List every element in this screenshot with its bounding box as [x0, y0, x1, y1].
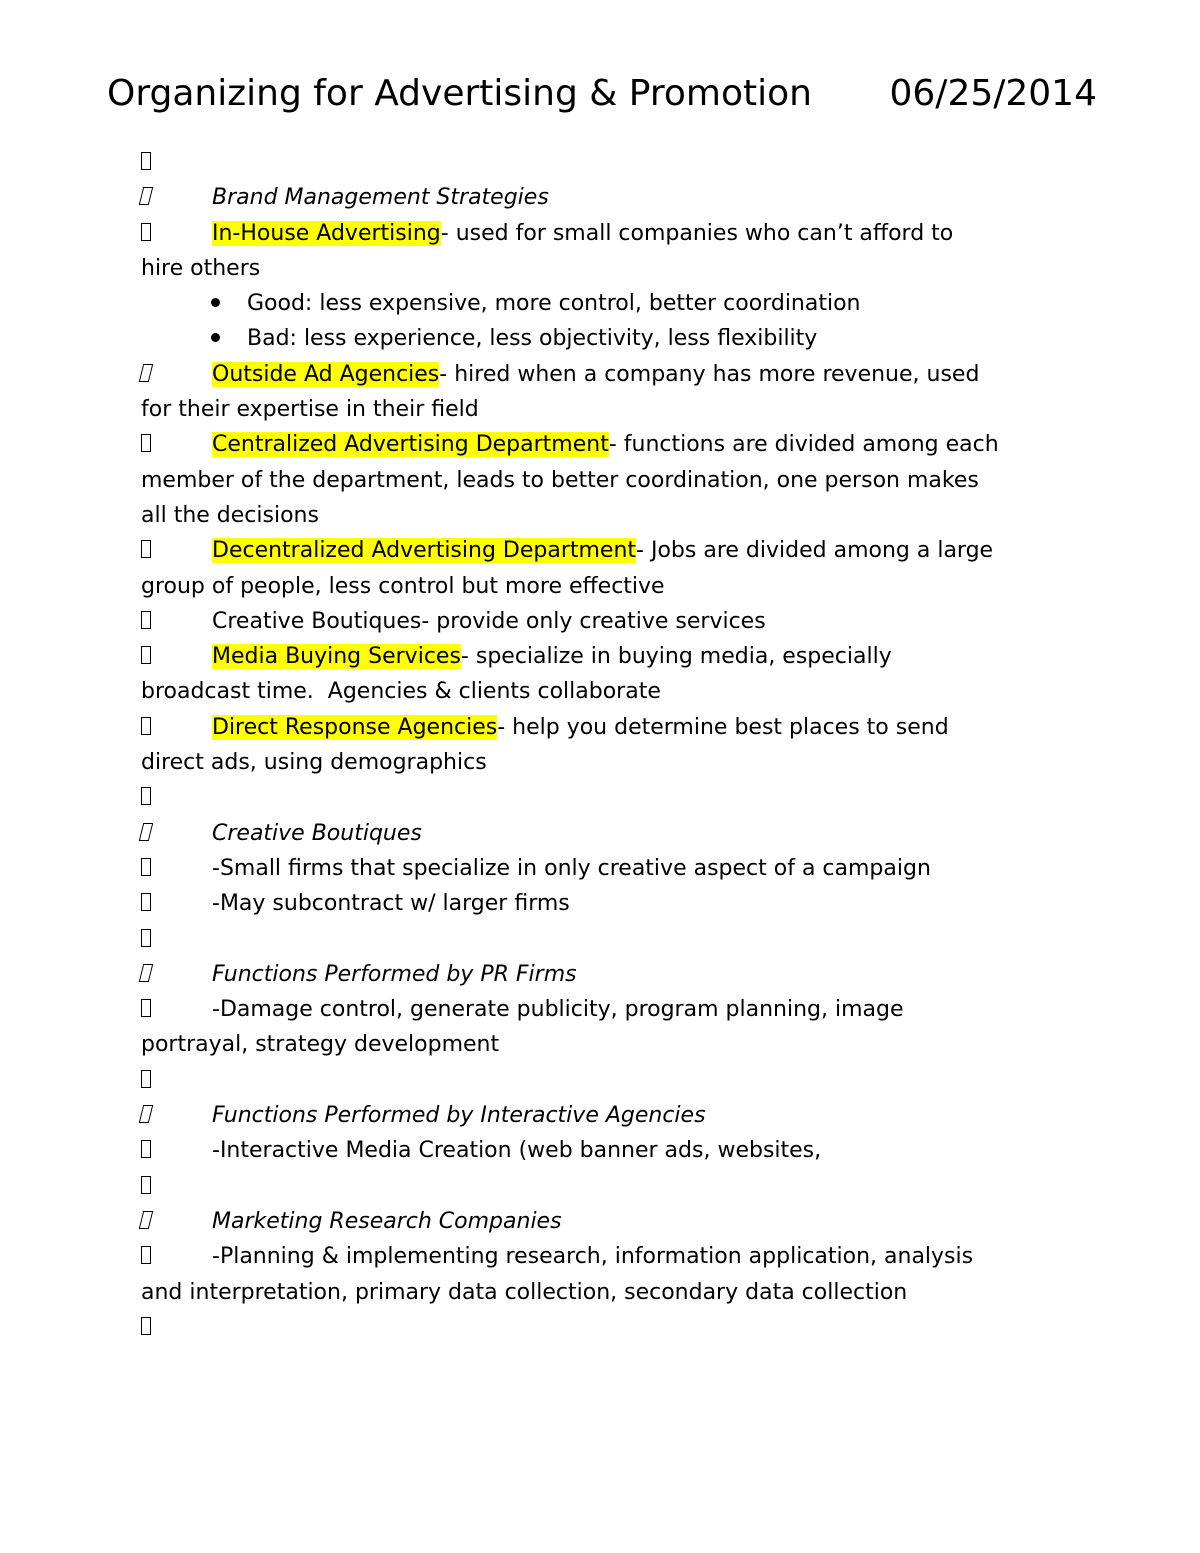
note-text: - help you determine best places to send: [497, 714, 949, 740]
missing-glyph-icon: [141, 639, 211, 674]
section-heading-line: [141, 1098, 1071, 1133]
empty-line: [141, 780, 1071, 815]
missing-glyph-icon: [141, 1063, 211, 1098]
bullet-item: [141, 321, 1071, 356]
note-text-continued: broadcast time. Agencies & clients collaborate: [141, 679, 661, 705]
missing-glyph-icon: [141, 886, 211, 921]
highlighted-term: Direct Response Agencies: [212, 714, 498, 740]
missing-glyph-icon: [141, 922, 211, 957]
note-line: [141, 216, 1071, 287]
missing-glyph-icon: [141, 780, 211, 815]
note-text: -Damage control, generate publicity, program planning, image: [212, 997, 904, 1023]
bullet-text: Bad: less experience, less objectivity, less flexibility: [247, 326, 818, 352]
missing-glyph-icon: [141, 1204, 211, 1239]
missing-glyph-icon: [141, 1098, 211, 1133]
note-text: - used for small companies who can’t afford to: [440, 220, 954, 246]
missing-glyph-icon: [141, 1239, 211, 1274]
bullet-icon: [211, 333, 220, 342]
highlighted-term: Outside Ad Agencies: [212, 361, 440, 387]
missing-glyph-icon: [141, 533, 211, 568]
empty-line: [141, 145, 1071, 180]
missing-glyph-icon: [141, 357, 211, 392]
note-text-continued: and interpretation, primary data collection, secondary data collection: [141, 1279, 908, 1305]
note-text: -Small firms that specialize in only creative aspect of a campaign: [212, 855, 931, 881]
missing-glyph-icon: [141, 1133, 211, 1168]
note-text: -Interactive Media Creation (web banner ads, websites,: [212, 1138, 822, 1164]
note-text: -Planning & implementing research, information application, analysis: [212, 1244, 974, 1270]
note-text: - functions are divided among each: [608, 432, 999, 458]
missing-glyph-icon: [141, 145, 211, 180]
document-body: [141, 145, 1071, 1345]
note-line: [141, 851, 1071, 886]
document-header: [107, 70, 1097, 118]
highlighted-term: Decentralized Advertising Department: [212, 538, 637, 564]
section-heading: Brand Management Strategies: [212, 185, 549, 211]
document-title: Organizing for Advertising & Promotion: [107, 73, 812, 114]
empty-line: [141, 1169, 1071, 1204]
bullet-text: Good: less expensive, more control, better coordination: [247, 291, 861, 317]
note-text: - specialize in buying media, especially: [460, 644, 892, 670]
missing-glyph-icon: [141, 604, 211, 639]
bullet-icon: [211, 298, 220, 307]
note-text-continued: member of the department, leads to better coordination, one person makes: [141, 467, 979, 493]
note-line: [141, 357, 1071, 428]
note-line: [141, 886, 1071, 921]
section-heading: Creative Boutiques: [212, 820, 422, 846]
note-text-continued: for their expertise in their field: [141, 397, 479, 423]
section-heading-line: [141, 816, 1071, 851]
note-text: - Jobs are divided among a large: [636, 538, 994, 564]
missing-glyph-icon: [141, 180, 211, 215]
section-heading-line: [141, 1204, 1071, 1239]
missing-glyph-icon: [141, 992, 211, 1027]
note-text-continued: all the decisions: [141, 502, 319, 528]
empty-line: [141, 1310, 1071, 1345]
note-text: Creative Boutiques- provide only creative services: [212, 608, 766, 634]
note-text-continued: group of people, less control but more effective: [141, 573, 665, 599]
missing-glyph-icon: [141, 710, 211, 745]
highlighted-term: Centralized Advertising Department: [212, 432, 609, 458]
missing-glyph-icon: [141, 216, 211, 251]
section-heading-line: [141, 957, 1071, 992]
bullet-item: [141, 286, 1071, 321]
note-text-continued: portrayal, strategy development: [141, 1032, 500, 1058]
missing-glyph-icon: [141, 816, 211, 851]
note-line: [141, 1133, 1071, 1168]
missing-glyph-icon: [141, 957, 211, 992]
note-text-continued: direct ads, using demographics: [141, 750, 487, 776]
section-heading-line: [141, 180, 1071, 215]
note-text: - hired when a company has more revenue, used: [439, 361, 980, 387]
note-line: [141, 1239, 1071, 1310]
note-text: -May subcontract w/ larger firms: [212, 891, 570, 917]
note-line: [141, 992, 1071, 1063]
note-line: [141, 604, 1071, 639]
missing-glyph-icon: [141, 851, 211, 886]
note-line: [141, 533, 1071, 604]
missing-glyph-icon: [141, 1310, 211, 1345]
empty-line: [141, 1063, 1071, 1098]
note-line: [141, 427, 1071, 533]
highlighted-term: In-House Advertising: [212, 220, 441, 246]
missing-glyph-icon: [141, 427, 211, 462]
section-heading: Functions Performed by PR Firms: [212, 961, 577, 987]
empty-line: [141, 922, 1071, 957]
section-heading: Marketing Research Companies: [212, 1208, 562, 1234]
note-text-continued: hire others: [141, 255, 261, 281]
note-line: [141, 710, 1071, 781]
note-line: [141, 639, 1071, 710]
section-heading: Functions Performed by Interactive Agencies: [212, 1103, 706, 1129]
highlighted-term: Media Buying Services: [212, 644, 461, 670]
missing-glyph-icon: [141, 1169, 211, 1204]
document-date: 06/25/2014: [889, 73, 1097, 114]
